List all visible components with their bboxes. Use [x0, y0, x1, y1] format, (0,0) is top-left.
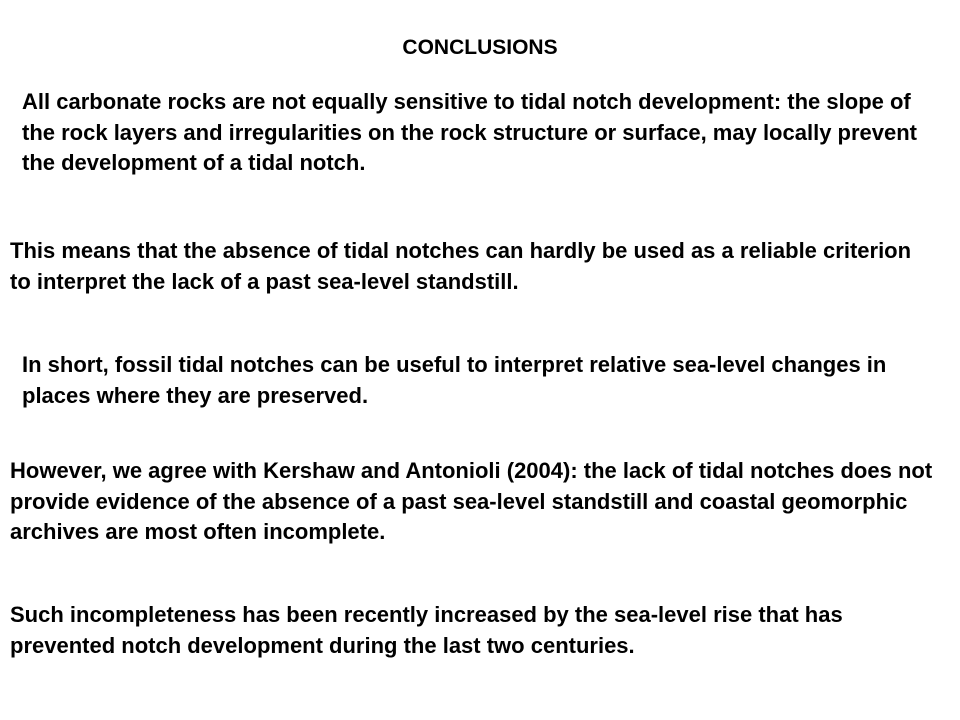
paragraph-kershaw-antonioli: However, we agree with Kershaw and Antonioli (2004): the lack of tidal notches does not provide evidence of the absence of a past sea-level standstill and coastal geomorphic archives are most often incomplete. — [10, 458, 933, 544]
paragraph-incompleteness: Such incompleteness has been recently increased by the sea-level rise that has prevented notch development during the last two centuries. — [10, 602, 843, 658]
paragraph-fossil-notches: In short, fossil tidal notches can be useful to interpret relative sea-level changes in places where they are preserved. — [22, 352, 887, 408]
paragraph-carbonate-rocks: All carbonate rocks are not equally sensitive to tidal notch development: the slope of the rock layers and irregularities on the rock structure or surface, may locally prevent the development of a tidal notch. — [22, 89, 918, 175]
paragraph-absence-of-notches: This means that the absence of tidal notches can hardly be used as a reliable criterion to interpret the lack of a past sea-level standstill. — [10, 238, 912, 294]
slide-title: CONCLUSIONS — [402, 36, 558, 59]
